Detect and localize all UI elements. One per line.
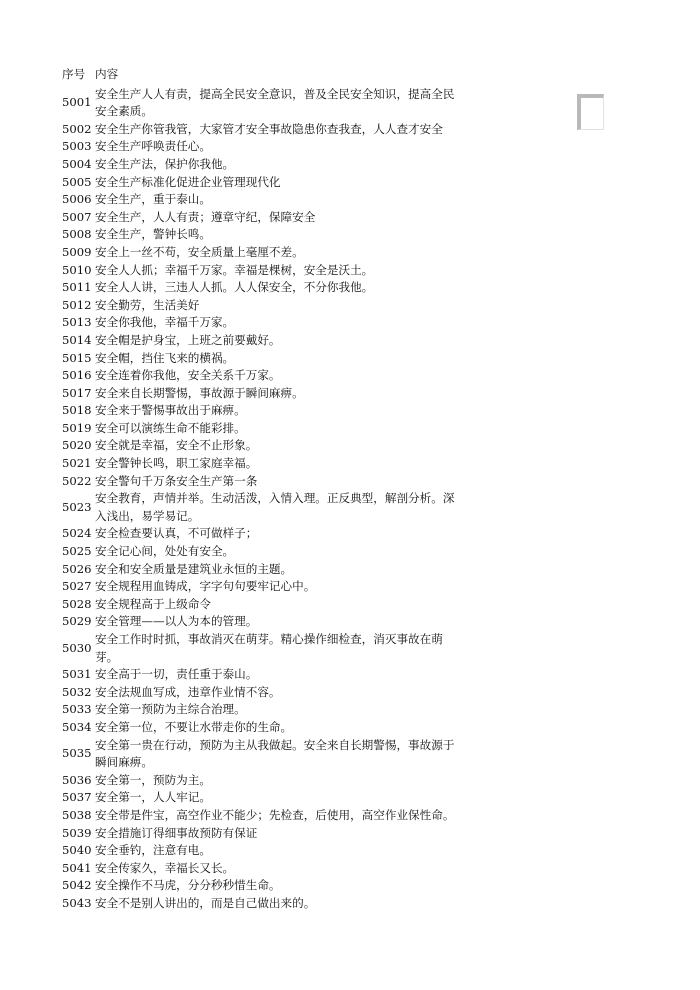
row-number: 5002 [62, 121, 92, 136]
slogan-table [62, 66, 462, 913]
row-text: 安全法规血写成，违章作业情不容。 [95, 684, 281, 699]
table-row [62, 684, 462, 702]
row-number: 5024 [62, 526, 92, 541]
row-number: 5032 [62, 684, 92, 699]
table-row [62, 473, 462, 491]
table-row [62, 825, 462, 843]
row-text: 安全生产你管我管，大家管才安全事故隐患你查我查，人人查才安全 [95, 121, 443, 136]
table-row [62, 332, 462, 350]
table-row [62, 842, 462, 860]
row-number: 5023 [62, 500, 92, 515]
row-text: 安全可以演练生命不能彩排。 [95, 420, 246, 435]
table-row [62, 490, 462, 525]
table-row [62, 719, 462, 737]
row-number: 5036 [62, 772, 92, 787]
table-row [62, 437, 462, 455]
row-number: 5027 [62, 579, 92, 594]
table-row [62, 244, 462, 262]
row-text: 安全就是幸福，安全不止形象。 [95, 438, 258, 453]
table-row [62, 420, 462, 438]
table-row [62, 807, 462, 825]
row-text: 安全垂钓，注意有电。 [95, 843, 211, 858]
row-number: 5017 [62, 385, 92, 400]
table-row [62, 860, 462, 878]
row-text: 安全警句千万条安全生产第一条 [95, 473, 258, 488]
table-row [62, 631, 462, 666]
row-text: 安全不是别人讲出的，而是自己做出来的。 [95, 895, 316, 910]
row-text: 安全生产法，保护你我他。 [95, 156, 235, 171]
table-row [62, 578, 462, 596]
row-number: 5039 [62, 825, 92, 840]
row-number: 5035 [62, 746, 92, 761]
row-text: 安全操作不马虎，分分秒秒惜生命。 [95, 878, 281, 893]
table-row [62, 525, 462, 543]
row-text: 安全来自长期警惕，事故源于瞬间麻痹。 [95, 385, 304, 400]
row-number: 5041 [62, 860, 92, 875]
table-row [62, 701, 462, 719]
row-number: 5029 [62, 614, 92, 629]
row-text: 安全措施订得细事故预防有保证 [95, 825, 258, 840]
row-number: 5020 [62, 438, 92, 453]
row-number: 5012 [62, 297, 92, 312]
table-row [62, 402, 462, 420]
row-text: 安全规程高于上级命令 [95, 596, 211, 611]
row-text: 安全管理——以人为本的管理。 [95, 614, 258, 629]
table-row [62, 895, 462, 913]
row-number: 5025 [62, 544, 92, 559]
row-text: 安全帽，挡住飞来的横祸。 [95, 350, 235, 365]
row-text: 安全第一预防为主综合治理。 [95, 702, 246, 717]
table-row [62, 737, 462, 772]
row-text: 安全帽是护身宝，上班之前要戴好。 [95, 332, 281, 347]
row-text: 安全连着你我他，安全关系千万家。 [95, 368, 281, 383]
row-text: 安全第一贵在行动，预防为主从我做起。安全来自长期警惕，事故源于瞬间麻痹。 [95, 737, 455, 770]
row-number: 5040 [62, 843, 92, 858]
row-text: 安全教育，声情并举。生动活泼，入情入理。正反典型，解剖分析。深入浅出，易学易记。 [95, 491, 455, 523]
row-text: 安全工作时时抓，事故消灭在萌芽。精心操作细检查，消灭事故在萌芽。 [95, 632, 443, 664]
row-number: 5003 [62, 139, 92, 154]
table-body [62, 86, 462, 913]
row-number: 5007 [62, 209, 92, 224]
table-row [62, 174, 462, 192]
row-text: 安全来于警惕事故出于麻痹。 [95, 403, 246, 418]
row-text: 安全记心间，处处有安全。 [95, 544, 235, 559]
row-number: 5010 [62, 262, 92, 277]
table-row [62, 543, 462, 561]
row-text: 安全带是件宝，高空作业不能少；先检查，后使用，高空作业保性命。 [95, 807, 455, 822]
row-text: 安全人人讲，三违人人抓。人人保安全，不分你我他。 [95, 280, 374, 295]
row-text: 安全人人抓；幸福千万家。幸福是棵树，安全是沃土。 [95, 262, 374, 277]
row-number: 5037 [62, 790, 92, 805]
table-row [62, 279, 462, 297]
page-corner-icon [577, 94, 604, 130]
row-number: 5005 [62, 174, 92, 189]
row-text: 安全第一，预防为主。 [95, 772, 211, 787]
table-row [62, 772, 462, 790]
table-header [62, 66, 462, 84]
row-number: 5006 [62, 192, 92, 207]
table-row [62, 191, 462, 209]
row-number: 5014 [62, 332, 92, 347]
table-row [62, 138, 462, 156]
row-text: 安全生产，警钟长鸣。 [95, 227, 211, 242]
row-number: 5031 [62, 667, 92, 682]
table-row [62, 314, 462, 332]
row-number: 5021 [62, 456, 92, 471]
table-row [62, 666, 462, 684]
table-row [62, 86, 462, 121]
row-number: 5015 [62, 350, 92, 365]
table-row [62, 367, 462, 385]
row-number: 5018 [62, 403, 92, 418]
table-row [62, 156, 462, 174]
table-row [62, 613, 462, 631]
row-number: 5013 [62, 315, 92, 330]
row-number: 5042 [62, 878, 92, 893]
table-row [62, 350, 462, 368]
row-number: 5009 [62, 244, 92, 259]
row-text: 安全生产，重于泰山。 [95, 192, 211, 207]
row-text: 安全生产呼唤责任心。 [95, 139, 211, 154]
table-row [62, 877, 462, 895]
row-number: 5043 [62, 895, 92, 910]
table-row [62, 789, 462, 807]
row-number: 5026 [62, 561, 92, 576]
row-text: 安全高于一切，责任重于泰山。 [95, 667, 258, 682]
row-number: 5004 [62, 156, 92, 171]
table-row [62, 262, 462, 280]
row-text: 安全生产人人有责，提高全民安全意识，普及全民安全知识，提高全民安全素质。 [95, 86, 455, 119]
table-row [62, 226, 462, 244]
table-row [62, 561, 462, 579]
row-number: 5011 [62, 280, 92, 295]
row-number: 5019 [62, 420, 92, 435]
table-row [62, 297, 462, 315]
header-content: 内容 [95, 67, 119, 81]
row-number: 5022 [62, 473, 92, 488]
table-row [62, 209, 462, 227]
row-number: 5016 [62, 368, 92, 383]
table-row [62, 596, 462, 614]
row-text: 安全生产标准化促进企业管理现代化 [95, 174, 281, 189]
table-row [62, 455, 462, 473]
header-num: 序号 [62, 67, 86, 81]
row-text: 安全你我他，幸福千万家。 [95, 315, 235, 330]
table-row [62, 121, 462, 139]
row-text: 安全传家久，幸福长又长。 [95, 860, 235, 875]
row-number: 5038 [62, 807, 92, 822]
row-text: 安全第一位，不要让水带走你的生命。 [95, 719, 293, 734]
row-text: 安全第一，人人牢记。 [95, 790, 211, 805]
row-text: 安全和安全质量是建筑业永恒的主题。 [95, 561, 293, 576]
row-text: 安全上一丝不苟，安全质量上毫厘不差。 [95, 244, 304, 259]
table-row [62, 385, 462, 403]
row-number: 5034 [62, 719, 92, 734]
row-number: 5001 [62, 95, 92, 110]
row-text: 安全生产，人人有责；遵章守纪，保障安全 [95, 209, 316, 224]
row-text: 安全勤劳，生活美好 [95, 297, 200, 312]
row-text: 安全检查要认真，不可做样子； [95, 526, 258, 541]
row-number: 5028 [62, 596, 92, 611]
row-number: 5008 [62, 227, 92, 242]
row-number: 5030 [62, 640, 92, 655]
row-number: 5033 [62, 702, 92, 717]
row-text: 安全警钟长鸣，职工家庭幸福。 [95, 456, 258, 471]
row-text: 安全规程用血铸成，字字句句要牢记心中。 [95, 579, 316, 594]
